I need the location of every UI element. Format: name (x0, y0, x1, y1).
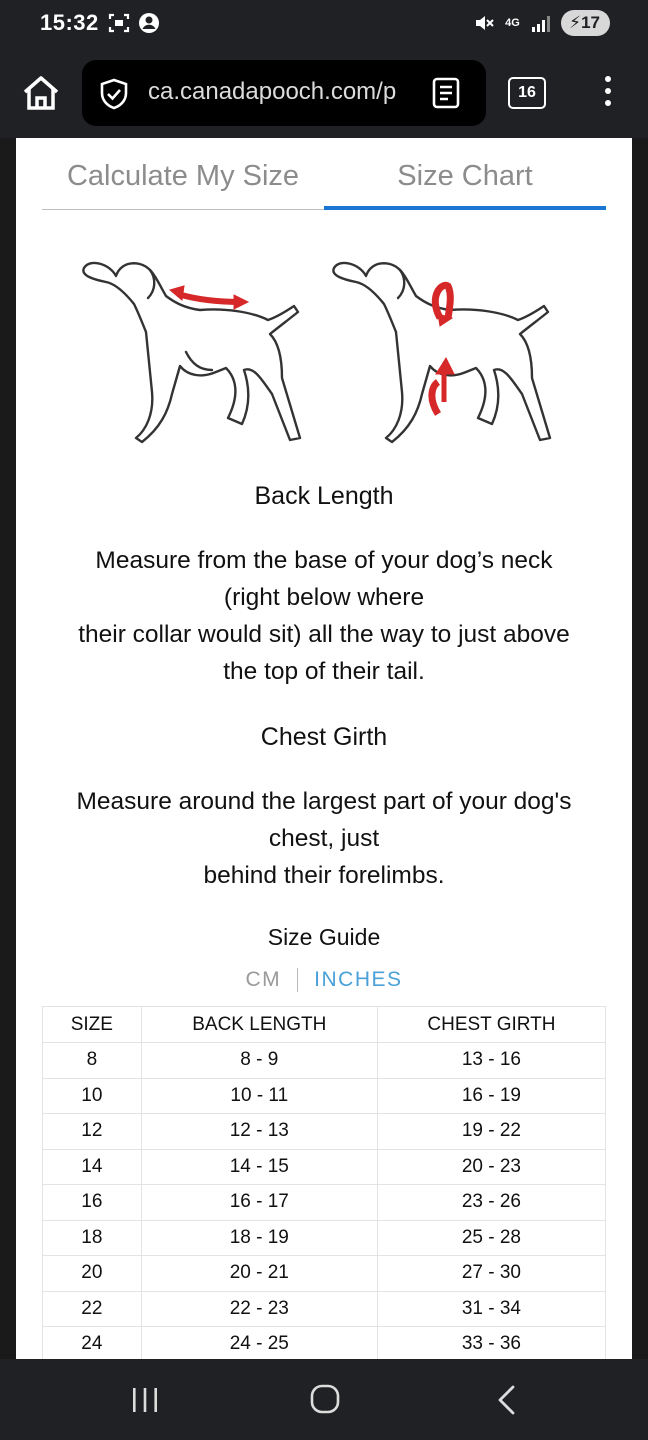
tab-switcher-button[interactable]: 16 (508, 77, 546, 109)
cell-chest-girth: 31 - 34 (377, 1291, 605, 1327)
browser-toolbar (0, 48, 648, 138)
table-row (43, 1043, 606, 1079)
more-vert-icon[interactable] (596, 72, 620, 112)
back-length-line-4: the top of their tail. (223, 658, 425, 685)
back-length-description (16, 542, 632, 690)
charging-icon: ⚡ (569, 13, 582, 32)
active-tab-indicator (324, 206, 606, 210)
cell-back-length: 12 - 13 (141, 1114, 377, 1150)
url-text[interactable]: ca.canadapooch.com/p (148, 78, 397, 105)
chest-girth-line-1: Measure around the largest part of your dog's (76, 788, 572, 815)
table-row (43, 1114, 606, 1150)
cell-chest-girth: 16 - 19 (377, 1078, 605, 1114)
dog-back-length-figure (83, 263, 300, 442)
cell-back-length: 24 - 25 (141, 1327, 377, 1360)
reader-mode-icon[interactable] (432, 77, 460, 109)
cell-size: 20 (43, 1256, 142, 1292)
header-chest-girth: CHEST GIRTH (377, 1007, 605, 1043)
cell-back-length: 22 - 23 (141, 1291, 377, 1327)
table-row (43, 1078, 606, 1114)
back-length-line-2: (right below where (223, 584, 425, 611)
cell-size: 14 (43, 1149, 142, 1185)
table-row (43, 1185, 606, 1221)
cell-size: 18 (43, 1220, 142, 1256)
status-notification-icons (108, 12, 160, 34)
chest-girth-line-2: chest, just (268, 825, 380, 852)
chest-girth-arrows (432, 285, 454, 414)
cell-size: 8 (43, 1043, 142, 1079)
cell-size: 12 (43, 1114, 142, 1150)
back-length-line-3: their collar would sit) all the way to just above (78, 621, 570, 648)
cell-back-length: 10 - 11 (141, 1078, 377, 1114)
unit-cm-button[interactable]: CM (245, 968, 282, 991)
header-back-length: BACK LENGTH (141, 1007, 377, 1043)
back-icon[interactable] (494, 1384, 518, 1416)
shield-check-icon[interactable] (98, 78, 130, 110)
recent-apps-icon[interactable] (131, 1387, 159, 1413)
header-size: SIZE (43, 1007, 142, 1043)
cell-size: 24 (43, 1327, 142, 1360)
dog-measurement-illustration (76, 242, 576, 466)
screenshot-icon (108, 12, 130, 34)
signal-icon (531, 13, 551, 33)
cell-chest-girth: 23 - 26 (377, 1185, 605, 1221)
tab-calculate-my-size[interactable]: Calculate My Size (66, 160, 300, 192)
chest-girth-description (16, 783, 632, 894)
back-length-heading: Back Length (254, 482, 394, 510)
cell-chest-girth: 20 - 23 (377, 1149, 605, 1185)
cell-chest-girth: 33 - 36 (377, 1327, 605, 1360)
chest-girth-heading: Chest Girth (260, 723, 388, 751)
unit-inches-button[interactable]: INCHES (314, 968, 403, 991)
home-icon[interactable] (20, 72, 62, 114)
cell-size: 16 (43, 1185, 142, 1221)
table-row (43, 1327, 606, 1360)
cell-chest-girth: 27 - 30 (377, 1256, 605, 1292)
cell-chest-girth: 25 - 28 (377, 1220, 605, 1256)
cell-size: 22 (43, 1291, 142, 1327)
cell-back-length: 8 - 9 (141, 1043, 377, 1079)
cell-chest-girth: 13 - 16 (377, 1043, 605, 1079)
table-row (43, 1220, 606, 1256)
status-time: 15:32 (40, 10, 99, 35)
mute-icon (473, 12, 495, 34)
cell-size: 10 (43, 1078, 142, 1114)
status-system-icons (473, 10, 610, 36)
unit-toggle (16, 968, 632, 992)
cell-back-length: 20 - 21 (141, 1256, 377, 1292)
cell-back-length: 18 - 19 (141, 1220, 377, 1256)
battery-indicator (561, 10, 610, 36)
status-bar (0, 0, 648, 48)
chest-girth-line-3: behind their forelimbs. (203, 862, 445, 889)
table-header-row (43, 1007, 606, 1043)
tab-size-chart[interactable]: Size Chart (397, 160, 533, 192)
battery-level: 17 (581, 13, 600, 32)
size-table (42, 1006, 606, 1359)
cell-back-length: 14 - 15 (141, 1149, 377, 1185)
cell-back-length: 16 - 17 (141, 1185, 377, 1221)
back-length-line-1: Measure from the base of your dog’s neck (95, 547, 553, 574)
table-row (43, 1256, 606, 1292)
cell-chest-girth: 19 - 22 (377, 1114, 605, 1150)
address-bar[interactable] (82, 60, 486, 126)
nav-home-icon[interactable] (310, 1384, 340, 1414)
size-chart-panel (16, 138, 632, 1359)
account-icon (138, 12, 160, 34)
web-content (0, 138, 648, 1359)
network-type: 4G (505, 17, 520, 29)
system-navigation-bar (0, 1359, 648, 1440)
table-row (43, 1149, 606, 1185)
size-guide-title: Size Guide (267, 924, 381, 950)
unit-separator (297, 968, 298, 992)
table-row (43, 1291, 606, 1327)
